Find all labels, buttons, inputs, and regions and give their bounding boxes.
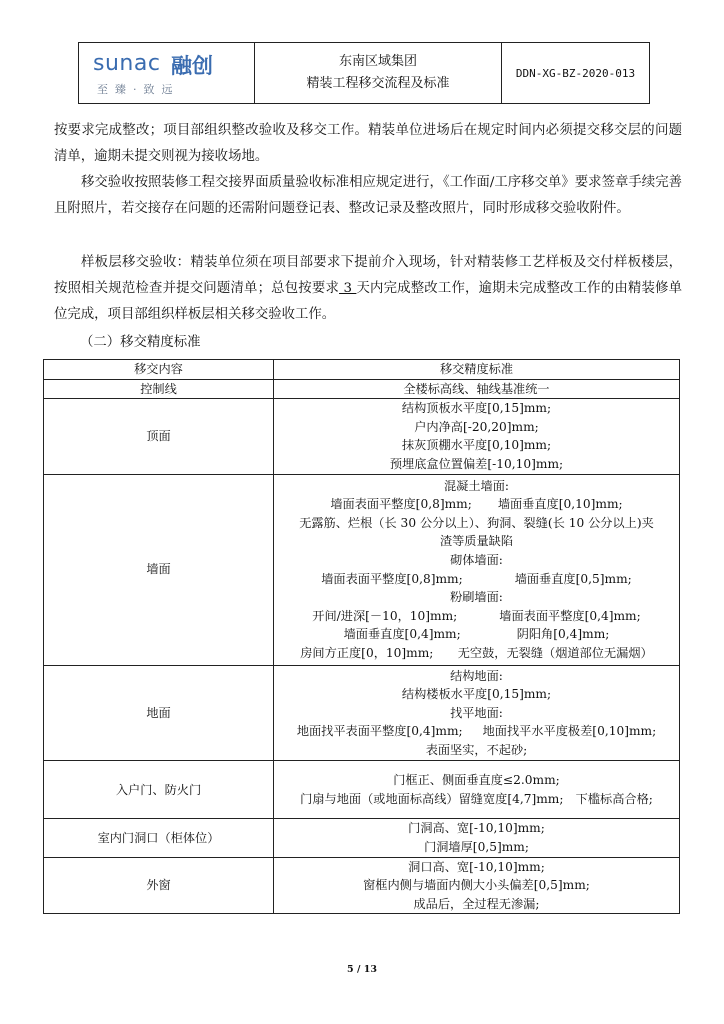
standard-pair (276, 607, 677, 626)
standard-item: 开间/进深[－10，10]mm; (312, 608, 458, 623)
paragraph-3 (54, 250, 682, 328)
col-header-standard: 移交精度标准 (274, 360, 680, 380)
standard-line: 门扇与地面（或地面标高线）留缝宽度[4,7]mm; 下槛标高合格; (300, 791, 653, 806)
standard-item: 墙面垂直度[0,10]mm; (497, 497, 623, 512)
row-name: 墙面 (44, 474, 274, 665)
row-name: 地面 (44, 665, 274, 761)
logo-chinese: 融创 (171, 54, 213, 78)
standard-pair (276, 625, 677, 644)
standard-line: 结构楼板水平度[0,15]mm; (401, 687, 552, 702)
page-number: 5 / 13 (347, 964, 377, 975)
row-name: 外窗 (44, 857, 274, 914)
standard-line: 户内净高[-20,20]mm; (414, 419, 539, 434)
standard-item: 墙面表面平整度[0,8]mm; (330, 497, 472, 512)
standard-item: 地面找平水平度极差[0,10]mm; (482, 724, 657, 739)
standard-pair (276, 495, 677, 514)
row-name: 控制线 (44, 379, 274, 399)
standard-line: 窗框内侧与墙面内侧大小头偏差[0,5]mm; (363, 878, 590, 893)
row-standard (274, 379, 680, 399)
standard-item: 地面找平表面平整度[0,4]mm; (296, 724, 463, 739)
standard-line: 房间方正度[0，10]mm; 无空鼓，无裂缝（烟道部位无漏烟） (300, 645, 653, 660)
row-name: 室内门洞口（柜体位） (44, 819, 274, 857)
section-title: （二）移交精度标准 (80, 335, 201, 350)
title-line-2: 精装工程移交流程及标准 (306, 76, 450, 91)
standard-item: 墙面垂直度[0,5]mm; (514, 571, 632, 586)
standard-line: 门洞高、宽[-10,10]mm; (408, 821, 545, 836)
title-line-1: 东南区域集团 (338, 54, 417, 69)
logo-slogan: 至臻·致远 (97, 83, 180, 96)
row-standard (274, 857, 680, 914)
standard-line: 门洞墙厚[0,5]mm; (424, 840, 529, 855)
document-header (78, 42, 650, 104)
days-value: 3 (339, 281, 357, 296)
standard-line: 预埋底盒位置偏差[-10,10]mm; (389, 456, 564, 471)
standard-line: 渣等质量缺陷 (439, 534, 514, 549)
precision-standard-table (43, 359, 680, 914)
standard-line: 找平地面: (450, 705, 503, 720)
standard-item: 墙面表面平整度[0,4]mm; (499, 608, 641, 623)
table-row (44, 819, 680, 857)
table-row (44, 665, 680, 761)
logo-wordmark: sunac (93, 51, 161, 76)
paragraph-2: 移交验收按照装修工程交接界面质量验收标准相应规定进行，《工作面/工序移交单》要求签章手续完善且附照片，若交接存在问题的还需附问题登记表、整改记录及整改照片，同时形成移交验收附件。 (54, 175, 682, 216)
standard-item: 墙面表面平整度[0,8]mm; (321, 571, 463, 586)
row-name: 入户门、防火门 (44, 761, 274, 819)
row-standard (274, 474, 680, 665)
standard-pair (276, 722, 677, 741)
standard-line: 结构地面: (450, 668, 503, 683)
paragraph-1: 按要求完成整改；项目部组织整改验收及移交工作。精装单位进场后在规定时间内必须提交移交层的问题清单，逾期未提交则视为接收场地。 (54, 123, 682, 164)
table-row (44, 399, 680, 474)
table-row (44, 379, 680, 399)
standard-line: 表面坚实，不起砂; (425, 742, 528, 757)
row-standard (274, 819, 680, 857)
standard-line: 洞口高、宽[-10,10]mm; (408, 859, 545, 874)
row-standard (274, 761, 680, 819)
table-header-row (44, 360, 680, 380)
table-row (44, 857, 680, 914)
table-row (44, 761, 680, 819)
table-row (44, 474, 680, 665)
document-title (255, 43, 502, 103)
standard-line: 抹灰顶棚水平度[0,10]mm; (401, 438, 552, 453)
row-name: 顶面 (44, 399, 274, 474)
standard-item: 墙面垂直度[0,4]mm; (343, 627, 461, 642)
row-standard (274, 665, 680, 761)
standard-line: 成品后，全过程无渗漏; (413, 896, 540, 911)
standard-pair (276, 570, 677, 589)
document-code: DDN-XG-BZ-2020-013 (515, 66, 636, 80)
company-logo (79, 43, 255, 103)
standard-line: 结构顶板水平度[0,15]mm; (401, 401, 552, 416)
paragraph-3-start: 样板层移交验收：精装单位须在项目部要求下提前介入现场，针对精装修工艺样板及交付样板楼层，按照相关规范检查并提交问题清单；总包按要求 (54, 255, 682, 296)
standard-line: 砌体墙面: (450, 552, 503, 567)
standard-line: 无露筋、烂根（长 30 公分以上）、狗洞、裂缝(长 10 公分以上)夹 (299, 515, 654, 530)
col-header-content: 移交内容 (44, 360, 274, 380)
standard-item: 阴阳角[0,4]mm; (516, 627, 610, 642)
standard-line: 全楼标高线、轴线基准统一 (403, 381, 550, 396)
row-standard (274, 399, 680, 474)
standard-line: 门框正、侧面垂直度≤2.0mm; (393, 773, 560, 788)
paragraph-3-end: 天内完成整改工作，逾期未完成整改工作的由精装修单位完成，项目部组织样板层相关移交验收工作。 (54, 281, 682, 322)
standard-line: 粉刷墙面: (450, 590, 503, 605)
standard-line: 混凝土墙面: (443, 478, 510, 493)
